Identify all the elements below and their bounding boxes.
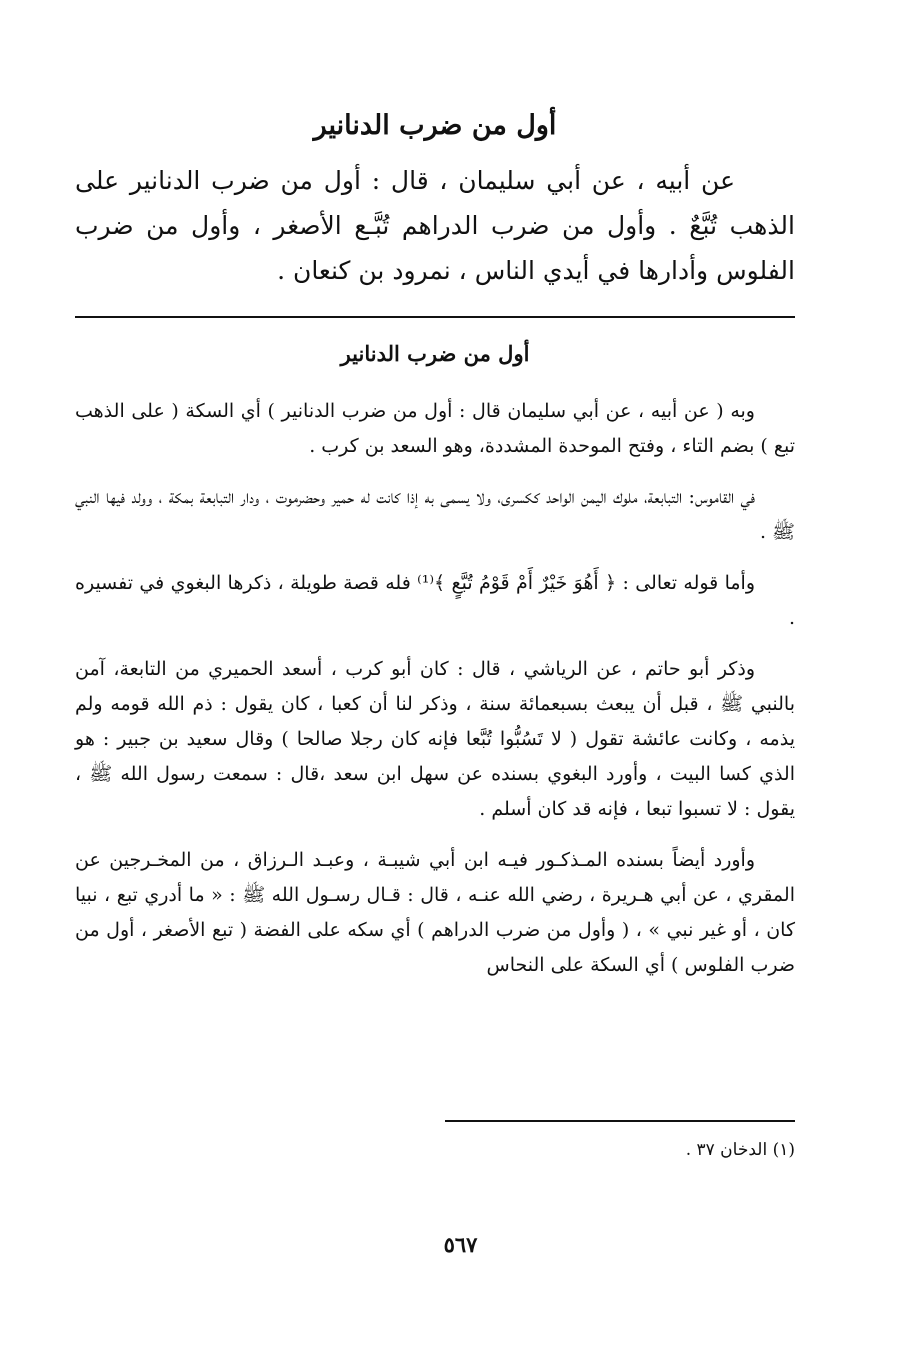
section-divider [75, 316, 795, 318]
commentary-heading: أول من ضرب الدنانير [340, 341, 530, 366]
hadith-text-block [75, 158, 795, 293]
main-heading: أول من ضرب الدنانير [313, 110, 557, 141]
commentary-block [75, 394, 795, 999]
commentary-paragraph: وذكر أبو حاتم ، عن الرياشي ، قال : كان أبو كرب ، أسعد الحميري من التابعة، آمن بالنبي ﷺ ، قبل أن يبعث بسبعمائة سنة ، وذكر لنا أن كعبا ، كان يقول : ذم الله قومه ولم يذمه ، وكانت عائشة تقول ( لا تَسُبُّوا تُبَّعا فإنه كان رجلا صالحا ) وقال سعيد بن جبير : هو الذي كسا البيت ، وأورد البغوي بسنده عن سهل ابن سعد ،قال : سمعت رسول الله ﷺ ، يقول : لا تسبوا تبعا ، فإنه قد كان أسلم . [75, 658, 795, 820]
commentary-paragraph: وأما قوله تعالى : ﴿ أَهُوَ خَيْرٌ أَمْ قَوْمُ تُبَّعٍ ﴾⁽¹⁾ فله قصة طويلة ، ذكرها البغوي في تفسيره . [75, 572, 795, 629]
page-number: ٥٦٧ [443, 1232, 478, 1257]
hadith-paragraph: عن أبيه ، عن أبي سليمان ، قال : أول من ضرب الدنانير على الذهب تُبَّعٌ . وأول من ضرب الدراهم تُبَّـع الأصغر ، وأول من ضرب الفلوس وأدارها في أيدي الناس ، نمرود بن كنعان . [75, 166, 795, 285]
commentary-paragraph: وأورد أيضاً بسنده المـذكـور فيـه ابن أبي شيبـة ، وعبـد الـرزاق ، من المخـرجين عن المقري ، عن أبي هـريرة ، رضي الله عنـه ، قال : قـال رسـول الله ﷺ : « ما أدري تبع ، نبيا كان ، أو غير نبي » ، ( وأول من ضرب الدراهم ) أي سكه على الفضة ( تبع الأصغر ، أول من ضرب الفلوس ) أي السكة على النحاس [75, 849, 795, 976]
commentary-paragraph: في القاموس: التبابعة، ملوك اليمن الواحد ككسرى، ولا يسمى به إذا كانت له حمير وحضرموت ، ودار التبابعة بمكة ، وولد فيها النبي ﷺ . [75, 486, 795, 543]
footnote-divider [445, 1120, 795, 1122]
commentary-paragraph: وبه ( عن أبيه ، عن أبي سليمان قال : أول من ضرب الدنانير ) أي السكة ( على الذهب تبع ) بضم التاء ، وفتح الموحدة المشددة، وهو السعد بن كرب . [75, 400, 795, 457]
footnote: (١) الدخان ٣٧ . [685, 1140, 795, 1160]
